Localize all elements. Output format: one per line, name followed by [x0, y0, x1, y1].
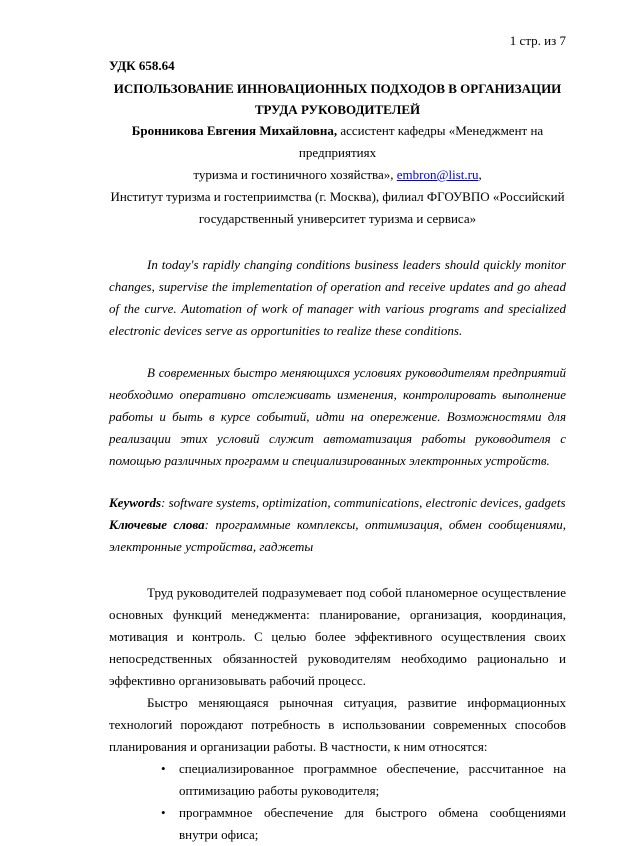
- body-paragraph-1: Труд руководителей подразумевает под собой планомерное осуществление основных функций менеджмента: планирование, организация, координация, мотивация и контроль. С целью более эффективного осуществления своих непосредственных обязанностей руководителям необходимо рационально и эффективно организовывать рабочий процесс.: [109, 585, 566, 688]
- institute-line-1: Институт туризма и гостеприимства (г. Москва), филиал ФГОУВПО «Российский: [110, 189, 565, 204]
- abstract-russian: В современных быстро меняющихся условиях руководителям предприятий необходимо оперативно отслеживать изменения, контролировать выполнение работы и быть в курсе событий, идти на опережение. Возможностями для реализации этих условий служит автоматизация работы руководителя с помощью различных программ и специализированных электронных устройств.: [109, 365, 566, 468]
- keywords-russian-text: : программные комплексы, оптимизация, обмен сообщениями, электронные устройства, гаджеты: [109, 517, 566, 554]
- author-position-b: туризма и гостиничного хозяйства»,: [193, 167, 397, 182]
- list-item: • программное обеспечение для быстрого обмена сообщениями внутри офиса;: [109, 802, 566, 846]
- bullet-list: [109, 758, 566, 846]
- keywords-english-label: Keywords: [109, 495, 161, 510]
- page-number: 1 стр. из 7: [509, 33, 566, 48]
- author-line-2: [109, 164, 566, 186]
- institute-line-2: государственный университет туризма и сервиса»: [198, 211, 477, 226]
- body-paragraph-2: Быстро меняющаяся рыночная ситуация, развитие информационных технологий порождают потребность в использовании современных способов планирования и организации работы. В частности, к ним относятся:: [109, 695, 566, 754]
- author-name: Бронникова Евгения Михайловна,: [131, 123, 338, 138]
- author-line-1: [109, 120, 566, 164]
- document-content: [109, 56, 566, 846]
- article-title: [109, 78, 566, 120]
- abstract-english: In today's rapidly changing conditions business leaders should quickly monitor changes, supervise the implementation of operation and receive updates and go ahead of the curve. Automation of work of manager with various programs and specialized electronic devices serve as opportunities to realize these conditions.: [109, 257, 566, 338]
- udk-code: УДК 658.64: [109, 58, 175, 73]
- title-line-2: ТРУДА РУКОВОДИТЕЛЕЙ: [254, 102, 421, 117]
- author-position-a: ассистент кафедры «Менеджмент на предприятиях: [298, 123, 544, 160]
- title-line-1: ИСПОЛЬЗОВАНИЕ ИННОВАЦИОННЫХ ПОДХОДОВ В ОРГАНИЗАЦИИ: [113, 81, 562, 96]
- keywords-english-text: : software systems, optimization, communications, electronic devices, gadgets: [161, 495, 566, 510]
- author-email-link[interactable]: embron@list.ru: [396, 167, 479, 182]
- keywords-english: [109, 492, 566, 514]
- list-item: • специализированное программное обеспечение, рассчитанное на оптимизацию работы руководителя;: [109, 758, 566, 802]
- author-email-comma: ,: [478, 167, 482, 182]
- keywords-russian: [109, 514, 566, 558]
- keywords-russian-label: Ключевые слова: [109, 517, 205, 532]
- author-block: [109, 120, 566, 230]
